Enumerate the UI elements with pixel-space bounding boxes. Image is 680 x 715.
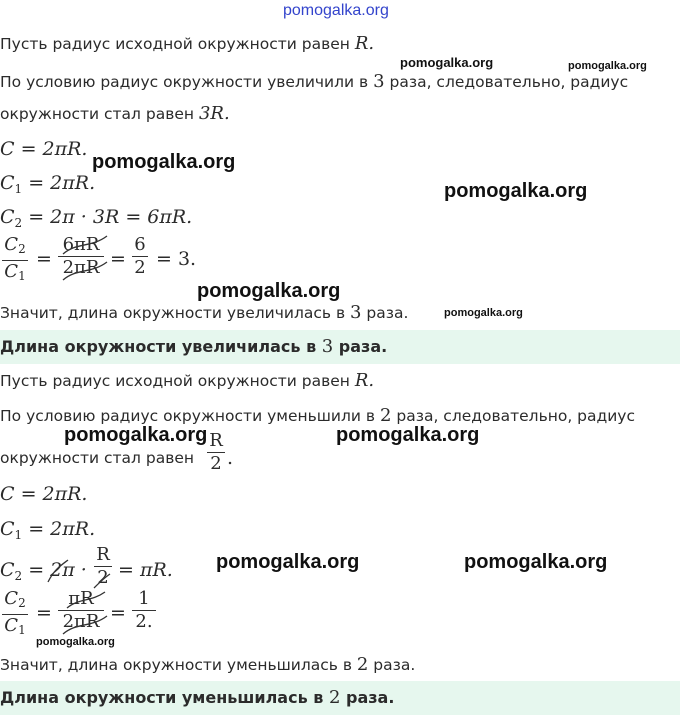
- solution2-line3: окружности стал равен: [0, 449, 195, 467]
- solution1-line3: окружности стал равен 3R.: [0, 103, 230, 124]
- solution2-conclusion: Значит, длина окружности уменьшилась в 2 раза.: [0, 654, 416, 675]
- fraction-r-2: R 2: [94, 544, 112, 589]
- fraction-1-2: 1 2.: [132, 588, 156, 633]
- fraction-6pir-2pir: 6πR 2πR: [58, 234, 104, 279]
- fraction-6-2: 6 2: [132, 234, 148, 279]
- equation-c2: $C_2 = 2\pi \cdot 3R = 6\pi R$.: [0, 206, 193, 230]
- fraction-pir-2pir: πR 2πR: [58, 588, 104, 633]
- watermark: pomogalka.org: [336, 424, 480, 446]
- watermark-top: pomogalka.org: [283, 2, 389, 19]
- watermark: pomogalka.org: [197, 280, 341, 302]
- equation-c1: $C_1 = 2\pi R$.: [0, 518, 96, 542]
- equation-c1: $C_1 = 2\pi R$.: [0, 172, 96, 196]
- watermark: pomogalka.org: [464, 551, 608, 573]
- watermark: pomogalka.org: [400, 55, 494, 70]
- equation-c2: $C_2 = 2\pi$ ·: [0, 559, 87, 583]
- watermark: pomogalka.org: [36, 636, 115, 648]
- watermark: pomogalka.org: [444, 180, 588, 202]
- solution2-line2: По условию радиус окружности уменьшили в 2 раза, следовательно, радиус: [0, 405, 635, 426]
- cancel-strike: [55, 232, 115, 286]
- solution1-line1: Пусть радиус исходной окружности равен R.: [0, 33, 375, 54]
- solution1-conclusion: Значит, длина окружности увеличилась в 3 раза.: [0, 302, 409, 323]
- watermark: pomogalka.org: [216, 551, 360, 573]
- fraction-c2-c1: $C_2$ $C_1$: [2, 588, 28, 641]
- watermark: pomogalka.org: [64, 424, 208, 446]
- watermark: pomogalka.org: [92, 151, 236, 173]
- fraction-c2-c1: $C_2$ $C_1$: [2, 234, 28, 287]
- cancel-strike: [55, 586, 115, 640]
- answer1-box: Длина окружности увеличилась в 3 раза.: [0, 330, 680, 364]
- solution1-line2: По условию радиус окружности увеличили в 3 раза, следовательно, радиус: [0, 71, 629, 92]
- fraction-r-2: R 2: [207, 430, 225, 475]
- watermark: pomogalka.org: [568, 60, 647, 72]
- answer2-box: Длина окружности уменьшилась в 2 раза.: [0, 681, 680, 715]
- solution2-line1: Пусть радиус исходной окружности равен R.: [0, 370, 375, 391]
- equation-c: C = 2πR.: [0, 483, 88, 505]
- equation-c: C = 2πR.: [0, 138, 88, 160]
- watermark: pomogalka.org: [444, 307, 523, 319]
